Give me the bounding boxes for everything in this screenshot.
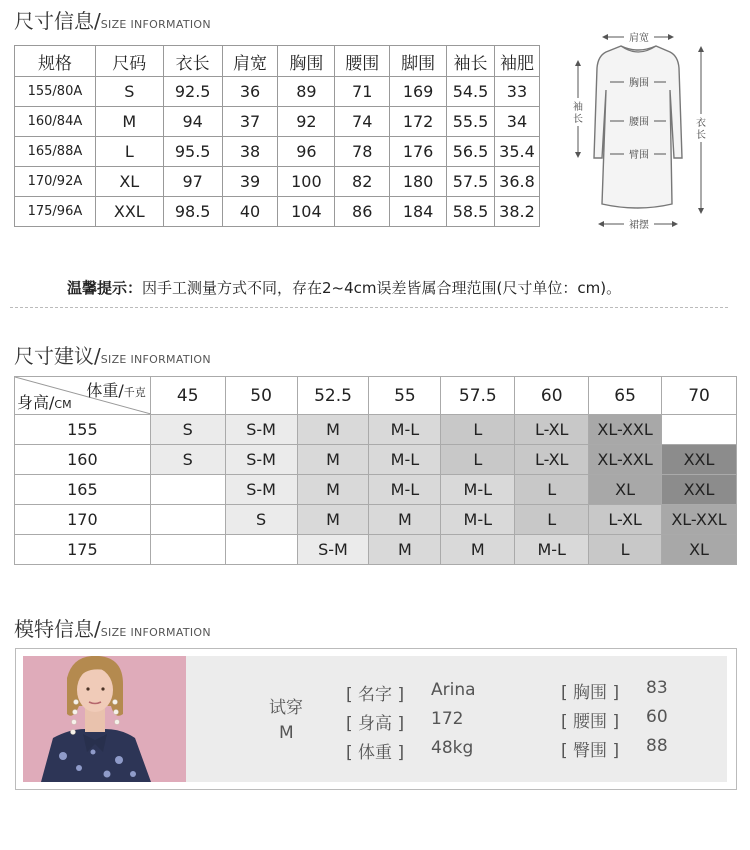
- recommended-size-cell: XL: [662, 535, 737, 565]
- recommendation-row: [15, 505, 737, 535]
- size-value-cell: 39: [222, 167, 278, 197]
- recommendation-row: [15, 535, 737, 565]
- weight-header-cell: 45: [150, 377, 225, 415]
- recommended-size-cell: XL: [589, 475, 662, 505]
- size-value-cell: 96: [278, 137, 335, 167]
- recommended-size-cell: [662, 415, 737, 445]
- recommended-size-cell: S-M: [297, 535, 369, 565]
- size-value-cell: 184: [390, 197, 447, 227]
- recommended-size-cell: M-L: [369, 445, 441, 475]
- recommended-size-cell: M: [297, 475, 369, 505]
- size-spec-cell: 170/92A: [15, 167, 96, 197]
- size-value-cell: 38.2: [494, 197, 539, 227]
- size-value-cell: 176: [390, 137, 447, 167]
- diagram-shoulder-label: 肩宽: [629, 33, 649, 44]
- height-cell: 160: [15, 445, 151, 475]
- diagram-waist-label: 腰围: [629, 117, 649, 128]
- size-value-cell: 40: [222, 197, 278, 227]
- size-value-cell: 169: [390, 77, 447, 107]
- model-waist-value: 60: [646, 707, 668, 727]
- size-header-cell: 规格: [15, 46, 96, 77]
- size-value-cell: 36: [222, 77, 278, 107]
- height-axis-label: 身高/CM: [17, 393, 72, 412]
- size-info-title: [14, 5, 211, 34]
- size-value-cell: 92: [278, 107, 335, 137]
- weight-header-cell: 52.5: [297, 377, 369, 415]
- diagram-chest-label: 胸围: [629, 78, 649, 89]
- model-weight-value: 48kg: [431, 738, 474, 758]
- recommended-size-cell: S-M: [225, 415, 297, 445]
- size-recommendation-title-text: 尺寸建议/: [14, 344, 101, 368]
- recommended-size-cell: XXL: [662, 445, 737, 475]
- size-recommendation-title: [14, 340, 211, 369]
- size-spec-cell: 160/84A: [15, 107, 96, 137]
- recommended-size-cell: M-L: [369, 415, 441, 445]
- recommended-size-cell: XXL: [662, 475, 737, 505]
- recommended-size-cell: XL-XXL: [589, 415, 662, 445]
- size-info-subtitle: SIZE INFORMATION: [100, 18, 211, 31]
- recommended-size-cell: L-XL: [515, 415, 589, 445]
- size-recommendation-subtitle: SIZE INFORMATION: [100, 353, 211, 366]
- model-waist-label: [ 腰围 ]: [561, 712, 620, 732]
- size-header-cell: 肩宽: [222, 46, 278, 77]
- weight-header-cell: 65: [589, 377, 662, 415]
- size-recommendation-table: [14, 376, 737, 565]
- size-value-cell: 33: [494, 77, 539, 107]
- size-note: [67, 277, 621, 298]
- diagram-hem-label: 裙摆: [629, 220, 649, 231]
- size-value-cell: 57.5: [447, 167, 495, 197]
- recommended-size-cell: S: [150, 415, 225, 445]
- size-value-cell: M: [95, 107, 163, 137]
- size-spec-cell: 175/96A: [15, 197, 96, 227]
- weight-height-header: [15, 377, 151, 415]
- recommended-size-cell: M-L: [441, 475, 515, 505]
- size-value-cell: 71: [335, 77, 390, 107]
- size-value-cell: 95.5: [163, 137, 222, 167]
- recommended-size-cell: M-L: [369, 475, 441, 505]
- model-weight-label: [ 体重 ]: [346, 743, 405, 763]
- size-table-header: [15, 46, 540, 77]
- weight-header-cell: 50: [225, 377, 297, 415]
- size-value-cell: 74: [335, 107, 390, 137]
- size-value-cell: 94: [163, 107, 222, 137]
- model-name-label: [ 名字 ]: [346, 685, 405, 705]
- size-value-cell: 56.5: [447, 137, 495, 167]
- size-header-cell: 袖长: [447, 46, 495, 77]
- recommended-size-cell: [150, 535, 225, 565]
- recommended-size-cell: [225, 535, 297, 565]
- size-value-cell: 97: [163, 167, 222, 197]
- model-name-value: Arina: [431, 680, 476, 700]
- recommended-size-cell: M: [297, 415, 369, 445]
- recommended-size-cell: S-M: [225, 445, 297, 475]
- model-chest-label: [ 胸围 ]: [561, 683, 620, 703]
- weight-header-cell: 55: [369, 377, 441, 415]
- size-value-cell: 35.4: [494, 137, 539, 167]
- size-value-cell: XL: [95, 167, 163, 197]
- model-height-label: [ 身高 ]: [346, 714, 405, 734]
- recommended-size-cell: XL-XXL: [589, 445, 662, 475]
- recommendation-row: [15, 445, 737, 475]
- recommended-size-cell: M: [441, 535, 515, 565]
- size-header-cell: 尺码: [95, 46, 163, 77]
- size-note-text: 因手工测量方式不同，存在2~4cm误差皆属合理范围(尺寸单位：cm)。: [142, 279, 622, 297]
- size-header-cell: 腰围: [335, 46, 390, 77]
- size-table-row: [15, 107, 540, 137]
- model-photo: [23, 656, 186, 782]
- size-value-cell: 36.8: [494, 167, 539, 197]
- recommended-size-cell: S: [225, 505, 297, 535]
- garment-diagram: [566, 28, 716, 238]
- recommended-size-cell: S-M: [225, 475, 297, 505]
- size-header-cell: 脚围: [390, 46, 447, 77]
- weight-header-cell: 60: [515, 377, 589, 415]
- recommendation-row: [15, 475, 737, 505]
- recommended-size-cell: M: [297, 505, 369, 535]
- size-note-bold: 温馨提示：: [67, 279, 143, 297]
- recommended-size-cell: M: [369, 535, 441, 565]
- recommended-size-cell: L-XL: [589, 505, 662, 535]
- size-value-cell: 180: [390, 167, 447, 197]
- weight-header-cell: 70: [662, 377, 737, 415]
- size-value-cell: 34: [494, 107, 539, 137]
- size-value-cell: 82: [335, 167, 390, 197]
- recommended-size-cell: [150, 475, 225, 505]
- diagram-length-label: 衣长: [696, 118, 706, 141]
- size-value-cell: S: [95, 77, 163, 107]
- recommended-size-cell: L: [515, 505, 589, 535]
- recommended-size-cell: L-XL: [515, 445, 589, 475]
- size-spec-cell: 165/88A: [15, 137, 96, 167]
- recommended-size-cell: [150, 505, 225, 535]
- weight-header-cell: 57.5: [441, 377, 515, 415]
- model-card: [15, 648, 737, 790]
- size-table-row: [15, 167, 540, 197]
- size-table-row: [15, 77, 540, 107]
- size-value-cell: 98.5: [163, 197, 222, 227]
- size-value-cell: 92.5: [163, 77, 222, 107]
- size-value-cell: 37: [222, 107, 278, 137]
- recommended-size-cell: M: [297, 445, 369, 475]
- diagram-sleeve-length-label: 袖长: [573, 102, 583, 125]
- size-spec-cell: 155/80A: [15, 77, 96, 107]
- size-header-cell: 衣长: [163, 46, 222, 77]
- size-value-cell: 104: [278, 197, 335, 227]
- section-divider: [10, 307, 728, 308]
- size-table-row: [15, 137, 540, 167]
- height-cell: 170: [15, 505, 151, 535]
- recommended-size-cell: M-L: [515, 535, 589, 565]
- size-table: [14, 45, 540, 227]
- size-value-cell: 86: [335, 197, 390, 227]
- height-cell: 155: [15, 415, 151, 445]
- height-cell: 165: [15, 475, 151, 505]
- size-value-cell: 55.5: [447, 107, 495, 137]
- recommended-size-cell: M: [369, 505, 441, 535]
- recommended-size-cell: L: [589, 535, 662, 565]
- size-value-cell: 78: [335, 137, 390, 167]
- recommended-size-cell: XL-XXL: [662, 505, 737, 535]
- recommended-size-cell: L: [441, 445, 515, 475]
- height-cell: 175: [15, 535, 151, 565]
- recommended-size-cell: S: [150, 445, 225, 475]
- model-hip-value: 88: [646, 736, 668, 756]
- size-table-row: [15, 197, 540, 227]
- size-value-cell: 89: [278, 77, 335, 107]
- size-header-cell: 袖肥: [494, 46, 539, 77]
- model-chest-value: 83: [646, 678, 668, 698]
- try-on-label: 试穿: [269, 698, 303, 718]
- model-height-value: 172: [431, 709, 464, 729]
- recommended-size-cell: L: [441, 415, 515, 445]
- size-value-cell: XXL: [95, 197, 163, 227]
- size-value-cell: 38: [222, 137, 278, 167]
- size-value-cell: 58.5: [447, 197, 495, 227]
- model-info-subtitle: SIZE INFORMATION: [100, 626, 211, 639]
- size-value-cell: L: [95, 137, 163, 167]
- model-info-title-text: 模特信息/: [14, 617, 101, 641]
- try-on-size: M: [279, 723, 294, 743]
- size-info-title-text: 尺寸信息/: [14, 9, 101, 33]
- model-hip-label: [ 臀围 ]: [561, 741, 620, 761]
- model-info-title: [14, 613, 211, 642]
- size-value-cell: 54.5: [447, 77, 495, 107]
- size-value-cell: 100: [278, 167, 335, 197]
- recommendation-row: [15, 415, 737, 445]
- recommended-size-cell: M-L: [441, 505, 515, 535]
- recommended-size-cell: L: [515, 475, 589, 505]
- size-header-cell: 胸围: [278, 46, 335, 77]
- weight-axis-label: 体重/千克: [86, 381, 146, 400]
- size-value-cell: 172: [390, 107, 447, 137]
- diagram-sleeve-width-label: 臂围: [629, 150, 649, 161]
